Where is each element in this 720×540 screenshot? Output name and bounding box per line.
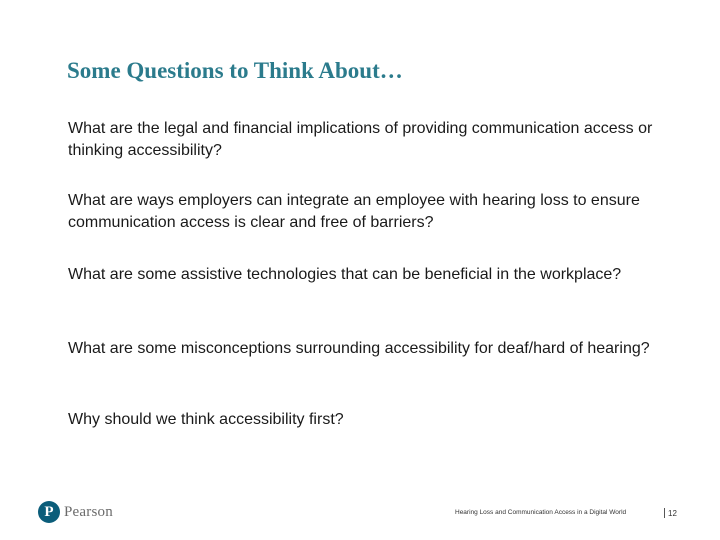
pearson-wordmark: Pearson bbox=[64, 503, 113, 520]
slide-title: Some Questions to Think About… bbox=[67, 58, 403, 83]
footer-divider bbox=[664, 508, 665, 518]
pearson-p-icon: P bbox=[38, 501, 60, 523]
footer-caption: Hearing Loss and Communication Access in a Digital World bbox=[455, 509, 627, 516]
question-item: What are some misconceptions surrounding accessibility for deaf/hard of hearing? bbox=[68, 340, 650, 357]
question-item: What are some assistive technologies that can be beneficial in the workplace? bbox=[68, 266, 622, 283]
page-number: 12 bbox=[668, 509, 677, 518]
question-item: Why should we think accessibility first? bbox=[68, 411, 344, 428]
pearson-logo bbox=[38, 501, 113, 523]
question-item: What are the legal and financial implications of providing communication access or thinking accessibility? bbox=[68, 120, 653, 159]
question-item: What are ways employers can integrate an employee with hearing loss to ensure communication access is clear and free of barriers? bbox=[68, 192, 640, 231]
